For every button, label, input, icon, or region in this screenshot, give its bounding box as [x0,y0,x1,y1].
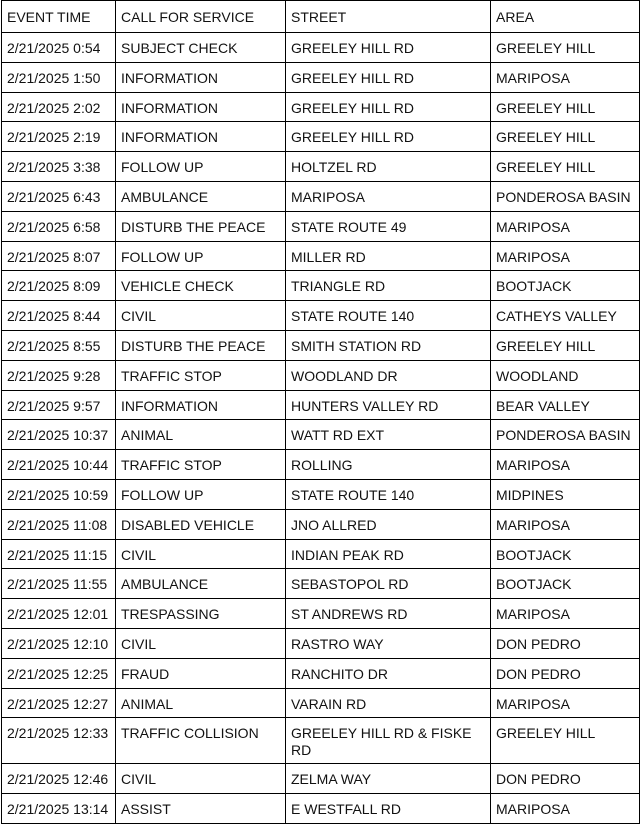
table-row [2,241,640,271]
street-cell: ST ANDREWS RD [286,599,491,629]
street-cell: GREELEY HILL RD [286,62,491,92]
event-time-cell: 2/21/2025 12:33 [2,718,116,764]
table-row [2,211,640,241]
area-cell: BEAR VALLEY [491,390,640,420]
street-cell: STATE ROUTE 49 [286,211,491,241]
street-cell: E WESTFALL RD [286,794,491,824]
area-cell: GREELEY HILL [491,152,640,182]
calls-for-service-table [1,0,640,824]
table-row [2,122,640,152]
table-row [2,390,640,420]
event-time-cell: 2/21/2025 10:37 [2,420,116,450]
table-row [2,360,640,390]
call-for-service-cell: AMBULANCE [116,181,286,211]
event-time-cell: 2/21/2025 8:09 [2,271,116,301]
call-for-service-cell: ANIMAL [116,688,286,718]
area-cell: BOOTJACK [491,539,640,569]
call-for-service-cell: ANIMAL [116,420,286,450]
call-for-service-cell: FOLLOW UP [116,152,286,182]
table-row [2,658,640,688]
call-for-service-cell: INFORMATION [116,92,286,122]
table-row [2,271,640,301]
street-cell: VARAIN RD [286,688,491,718]
area-cell: GREELEY HILL [491,122,640,152]
area-cell: WOODLAND [491,360,640,390]
event-time-cell: 2/21/2025 2:19 [2,122,116,152]
call-for-service-cell: SUBJECT CHECK [116,33,286,63]
header-event-time: EVENT TIME [2,1,116,33]
call-for-service-cell: TRAFFIC COLLISION [116,718,286,764]
header-street: STREET [286,1,491,33]
table-body [2,33,640,824]
table-row [2,92,640,122]
street-cell: SEBASTOPOL RD [286,569,491,599]
event-time-cell: 2/21/2025 8:07 [2,241,116,271]
area-cell: MARIPOSA [491,509,640,539]
area-cell: MARIPOSA [491,62,640,92]
event-time-cell: 2/21/2025 11:15 [2,539,116,569]
call-for-service-cell: INFORMATION [116,62,286,92]
event-time-cell: 2/21/2025 10:44 [2,450,116,480]
street-cell: WOODLAND DR [286,360,491,390]
call-for-service-cell: VEHICLE CHECK [116,271,286,301]
event-time-cell: 2/21/2025 8:44 [2,301,116,331]
header-call-for-service: CALL FOR SERVICE [116,1,286,33]
event-time-cell: 2/21/2025 12:27 [2,688,116,718]
call-for-service-cell: FOLLOW UP [116,241,286,271]
call-for-service-cell: AMBULANCE [116,569,286,599]
header-area: AREA [491,1,640,33]
event-time-cell: 2/21/2025 13:14 [2,794,116,824]
street-cell: GREELEY HILL RD [286,122,491,152]
street-cell: GREELEY HILL RD [286,33,491,63]
area-cell: CATHEYS VALLEY [491,301,640,331]
area-cell: GREELEY HILL [491,330,640,360]
street-cell: SMITH STATION RD [286,330,491,360]
table-row [2,539,640,569]
table-row [2,301,640,331]
call-for-service-cell: INFORMATION [116,122,286,152]
street-cell: WATT RD EXT [286,420,491,450]
area-cell: GREELEY HILL [491,33,640,63]
area-cell: BOOTJACK [491,271,640,301]
call-for-service-cell: CIVIL [116,539,286,569]
call-for-service-cell: FOLLOW UP [116,479,286,509]
event-time-cell: 2/21/2025 12:10 [2,628,116,658]
table-row [2,794,640,824]
event-time-cell: 2/21/2025 8:55 [2,330,116,360]
table-row [2,479,640,509]
table-row [2,628,640,658]
call-for-service-cell: CIVIL [116,628,286,658]
call-for-service-cell: CIVIL [116,764,286,794]
call-for-service-cell: DISTURB THE PEACE [116,211,286,241]
street-cell: RANCHITO DR [286,658,491,688]
event-time-cell: 2/21/2025 9:57 [2,390,116,420]
table-row [2,420,640,450]
street-cell: JNO ALLRED [286,509,491,539]
area-cell: DON PEDRO [491,764,640,794]
table-row [2,450,640,480]
event-time-cell: 2/21/2025 0:54 [2,33,116,63]
area-cell: DON PEDRO [491,658,640,688]
table-row [2,62,640,92]
area-cell: MARIPOSA [491,450,640,480]
call-for-service-cell: CIVIL [116,301,286,331]
event-time-cell: 2/21/2025 6:43 [2,181,116,211]
area-cell: PONDEROSA BASIN [491,420,640,450]
street-cell: MARIPOSA [286,181,491,211]
area-cell: PONDEROSA BASIN [491,181,640,211]
event-time-cell: 2/21/2025 10:59 [2,479,116,509]
call-for-service-cell: ASSIST [116,794,286,824]
call-for-service-cell: TRAFFIC STOP [116,360,286,390]
table-row [2,599,640,629]
event-time-cell: 2/21/2025 12:25 [2,658,116,688]
area-cell: BOOTJACK [491,569,640,599]
event-time-cell: 2/21/2025 9:28 [2,360,116,390]
table-header [2,1,640,33]
area-cell: MIDPINES [491,479,640,509]
table-row [2,764,640,794]
table-row [2,569,640,599]
call-for-service-cell: FRAUD [116,658,286,688]
event-time-cell: 2/21/2025 12:01 [2,599,116,629]
call-for-service-cell: DISABLED VEHICLE [116,509,286,539]
call-for-service-cell: TRESPASSING [116,599,286,629]
street-cell: ROLLING [286,450,491,480]
header-row [2,1,640,33]
table-row [2,330,640,360]
table-row [2,718,640,764]
event-time-cell: 2/21/2025 6:58 [2,211,116,241]
table-row [2,33,640,63]
street-cell: HOLTZEL RD [286,152,491,182]
street-cell: HUNTERS VALLEY RD [286,390,491,420]
table-row [2,688,640,718]
area-cell: MARIPOSA [491,211,640,241]
event-time-cell: 2/21/2025 1:50 [2,62,116,92]
street-cell: GREELEY HILL RD [286,92,491,122]
area-cell: GREELEY HILL [491,92,640,122]
event-time-cell: 2/21/2025 3:38 [2,152,116,182]
table-row [2,152,640,182]
call-for-service-cell: DISTURB THE PEACE [116,330,286,360]
area-cell: MARIPOSA [491,688,640,718]
street-cell: TRIANGLE RD [286,271,491,301]
street-cell: RASTRO WAY [286,628,491,658]
street-cell: ZELMA WAY [286,764,491,794]
area-cell: MARIPOSA [491,241,640,271]
area-cell: DON PEDRO [491,628,640,658]
street-cell: STATE ROUTE 140 [286,301,491,331]
event-time-cell: 2/21/2025 2:02 [2,92,116,122]
table-row [2,181,640,211]
area-cell: MARIPOSA [491,794,640,824]
event-time-cell: 2/21/2025 12:46 [2,764,116,794]
street-cell: MILLER RD [286,241,491,271]
event-time-cell: 2/21/2025 11:08 [2,509,116,539]
street-cell: STATE ROUTE 140 [286,479,491,509]
call-for-service-cell: TRAFFIC STOP [116,450,286,480]
area-cell: MARIPOSA [491,599,640,629]
table-row [2,509,640,539]
call-for-service-cell: INFORMATION [116,390,286,420]
event-time-cell: 2/21/2025 11:55 [2,569,116,599]
street-cell: GREELEY HILL RD & FISKE RD [286,718,491,764]
area-cell: GREELEY HILL [491,718,640,764]
street-cell: INDIAN PEAK RD [286,539,491,569]
